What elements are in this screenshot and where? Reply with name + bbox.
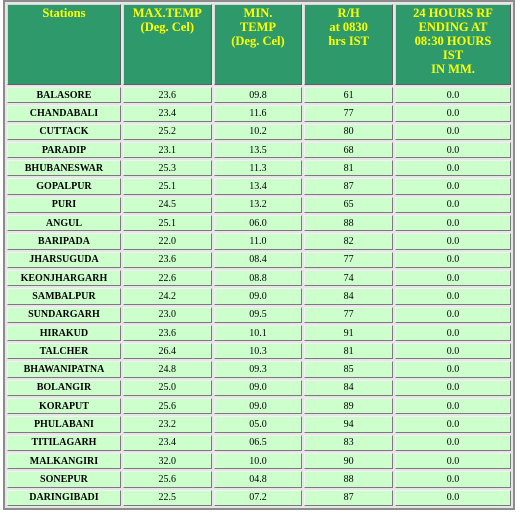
min-temp-cell: 07.2 — [214, 490, 303, 506]
table-row — [7, 343, 511, 359]
station-cell: JHARSUGUDA — [7, 252, 121, 268]
humidity-cell: 84 — [304, 380, 393, 396]
humidity-cell: 91 — [304, 325, 393, 341]
max-temp-cell: 32.0 — [123, 453, 212, 469]
table-row — [7, 471, 511, 487]
table-row — [7, 178, 511, 194]
max-temp-cell: 23.6 — [123, 325, 212, 341]
min-temp-cell: 10.1 — [214, 325, 303, 341]
min-temp-cell: 13.4 — [214, 178, 303, 194]
rainfall-cell: 0.0 — [395, 325, 511, 341]
min-temp-cell: 11.6 — [214, 105, 303, 121]
max-temp-cell: 23.6 — [123, 252, 212, 268]
min-temp-cell: 10.2 — [214, 124, 303, 140]
rainfall-cell: 0.0 — [395, 307, 511, 323]
min-temp-cell: 10.3 — [214, 343, 303, 359]
header-min-temp — [214, 4, 303, 85]
station-cell: SAMBALPUR — [7, 288, 121, 304]
humidity-cell: 83 — [304, 435, 393, 451]
min-temp-cell: 05.0 — [214, 416, 303, 432]
rainfall-cell: 0.0 — [395, 252, 511, 268]
table-row — [7, 87, 511, 103]
humidity-cell: 80 — [304, 124, 393, 140]
station-cell: HIRAKUD — [7, 325, 121, 341]
rainfall-cell: 0.0 — [395, 215, 511, 231]
header-line: 24 HOURS RF — [413, 6, 493, 20]
min-temp-cell: 04.8 — [214, 471, 303, 487]
header-line: IN MM. — [431, 62, 475, 76]
table-row — [7, 380, 511, 396]
station-cell: MALKANGIRI — [7, 453, 121, 469]
rainfall-cell: 0.0 — [395, 178, 511, 194]
header-line: ENDING AT — [418, 20, 488, 34]
min-temp-cell: 06.0 — [214, 215, 303, 231]
max-temp-cell: 22.5 — [123, 490, 212, 506]
weather-table-container — [3, 0, 515, 516]
header-max-temp — [123, 4, 212, 85]
min-temp-cell: 09.0 — [214, 398, 303, 414]
humidity-cell: 68 — [304, 142, 393, 158]
humidity-cell: 84 — [304, 288, 393, 304]
table-row — [7, 233, 511, 249]
min-temp-cell: 08.4 — [214, 252, 303, 268]
max-temp-cell: 24.5 — [123, 197, 212, 213]
rainfall-cell: 0.0 — [395, 471, 511, 487]
rainfall-cell: 0.0 — [395, 288, 511, 304]
humidity-cell: 81 — [304, 343, 393, 359]
humidity-cell: 82 — [304, 233, 393, 249]
table-row — [7, 288, 511, 304]
table-row — [7, 197, 511, 213]
humidity-cell: 65 — [304, 197, 393, 213]
max-temp-cell: 25.6 — [123, 471, 212, 487]
table-row — [7, 160, 511, 176]
table-row — [7, 307, 511, 323]
rainfall-cell: 0.0 — [395, 398, 511, 414]
max-temp-cell: 23.4 — [123, 435, 212, 451]
min-temp-cell: 09.0 — [214, 380, 303, 396]
max-temp-cell: 23.4 — [123, 105, 212, 121]
rainfall-cell: 0.0 — [395, 142, 511, 158]
max-temp-cell: 25.2 — [123, 124, 212, 140]
humidity-cell: 90 — [304, 453, 393, 469]
station-cell: KEONJHARGARH — [7, 270, 121, 286]
humidity-cell: 77 — [304, 105, 393, 121]
header-line: IST — [442, 48, 464, 62]
table-row — [7, 142, 511, 158]
rainfall-cell: 0.0 — [395, 361, 511, 377]
station-cell: BHUBANESWAR — [7, 160, 121, 176]
humidity-cell: 88 — [304, 215, 393, 231]
humidity-cell: 94 — [304, 416, 393, 432]
min-temp-cell: 08.8 — [214, 270, 303, 286]
min-temp-cell: 09.0 — [214, 288, 303, 304]
header-line: 08:30 HOURS — [414, 34, 492, 48]
max-temp-cell: 24.8 — [123, 361, 212, 377]
header-row — [7, 4, 511, 85]
station-cell: CHANDABALI — [7, 105, 121, 121]
max-temp-cell: 26.4 — [123, 343, 212, 359]
humidity-cell: 77 — [304, 307, 393, 323]
station-cell: TITILAGARH — [7, 435, 121, 451]
rainfall-cell: 0.0 — [395, 416, 511, 432]
table-row — [7, 453, 511, 469]
weather-table — [3, 0, 515, 510]
humidity-cell: 89 — [304, 398, 393, 414]
header-line: MIN. — [243, 6, 273, 20]
humidity-cell: 87 — [304, 490, 393, 506]
max-temp-cell: 25.0 — [123, 380, 212, 396]
humidity-cell: 81 — [304, 160, 393, 176]
header-line: R/H — [337, 6, 360, 20]
min-temp-cell: 13.2 — [214, 197, 303, 213]
rainfall-cell: 0.0 — [395, 87, 511, 103]
min-temp-cell: 11.0 — [214, 233, 303, 249]
table-row — [7, 270, 511, 286]
table-row — [7, 124, 511, 140]
header-line: (Deg. Cel) — [231, 34, 285, 48]
table-row — [7, 325, 511, 341]
humidity-cell: 74 — [304, 270, 393, 286]
header-line: at 0830 — [329, 20, 368, 34]
humidity-cell: 77 — [304, 252, 393, 268]
min-temp-cell: 11.3 — [214, 160, 303, 176]
max-temp-cell: 25.3 — [123, 160, 212, 176]
max-temp-cell: 23.0 — [123, 307, 212, 323]
rainfall-cell: 0.0 — [395, 453, 511, 469]
station-cell: PARADIP — [7, 142, 121, 158]
table-row — [7, 105, 511, 121]
rainfall-cell: 0.0 — [395, 490, 511, 506]
station-cell: BARIPADA — [7, 233, 121, 249]
max-temp-cell: 22.6 — [123, 270, 212, 286]
header-line: (Deg. Cel) — [140, 20, 194, 34]
header-stations — [7, 4, 121, 85]
table-row — [7, 435, 511, 451]
header-line: Stations — [42, 6, 86, 20]
station-cell: GOPALPUR — [7, 178, 121, 194]
station-cell: SONEPUR — [7, 471, 121, 487]
rainfall-cell: 0.0 — [395, 270, 511, 286]
min-temp-cell: 09.3 — [214, 361, 303, 377]
max-temp-cell: 23.6 — [123, 87, 212, 103]
rainfall-cell: 0.0 — [395, 105, 511, 121]
min-temp-cell: 09.5 — [214, 307, 303, 323]
station-cell: BALASORE — [7, 87, 121, 103]
station-cell: SUNDARGARH — [7, 307, 121, 323]
table-row — [7, 490, 511, 506]
humidity-cell: 61 — [304, 87, 393, 103]
rainfall-cell: 0.0 — [395, 124, 511, 140]
min-temp-cell: 10.0 — [214, 453, 303, 469]
humidity-cell: 85 — [304, 361, 393, 377]
station-cell: PURI — [7, 197, 121, 213]
table-body — [7, 87, 511, 506]
station-cell: BOLANGIR — [7, 380, 121, 396]
max-temp-cell: 22.0 — [123, 233, 212, 249]
max-temp-cell: 25.6 — [123, 398, 212, 414]
humidity-cell: 87 — [304, 178, 393, 194]
rainfall-cell: 0.0 — [395, 197, 511, 213]
rainfall-cell: 0.0 — [395, 233, 511, 249]
header-rainfall — [395, 4, 511, 85]
station-cell: TALCHER — [7, 343, 121, 359]
station-cell: DARINGIBADI — [7, 490, 121, 506]
station-cell: BHAWANIPATNA — [7, 361, 121, 377]
table-row — [7, 361, 511, 377]
table-row — [7, 416, 511, 432]
station-cell: KORAPUT — [7, 398, 121, 414]
min-temp-cell: 13.5 — [214, 142, 303, 158]
table-row — [7, 252, 511, 268]
header-line: hrs IST — [328, 34, 369, 48]
rainfall-cell: 0.0 — [395, 343, 511, 359]
header-line: TEMP — [239, 20, 277, 34]
max-temp-cell: 25.1 — [123, 215, 212, 231]
max-temp-cell: 25.1 — [123, 178, 212, 194]
min-temp-cell: 09.8 — [214, 87, 303, 103]
table-row — [7, 398, 511, 414]
table-row — [7, 215, 511, 231]
rainfall-cell: 0.0 — [395, 160, 511, 176]
rainfall-cell: 0.0 — [395, 435, 511, 451]
humidity-cell: 88 — [304, 471, 393, 487]
max-temp-cell: 24.2 — [123, 288, 212, 304]
min-temp-cell: 06.5 — [214, 435, 303, 451]
max-temp-cell: 23.2 — [123, 416, 212, 432]
station-cell: ANGUL — [7, 215, 121, 231]
rainfall-cell: 0.0 — [395, 380, 511, 396]
station-cell: PHULABANI — [7, 416, 121, 432]
max-temp-cell: 23.1 — [123, 142, 212, 158]
header-relative-humidity — [304, 4, 393, 85]
station-cell: CUTTACK — [7, 124, 121, 140]
header-line: MAX.TEMP — [132, 6, 202, 20]
